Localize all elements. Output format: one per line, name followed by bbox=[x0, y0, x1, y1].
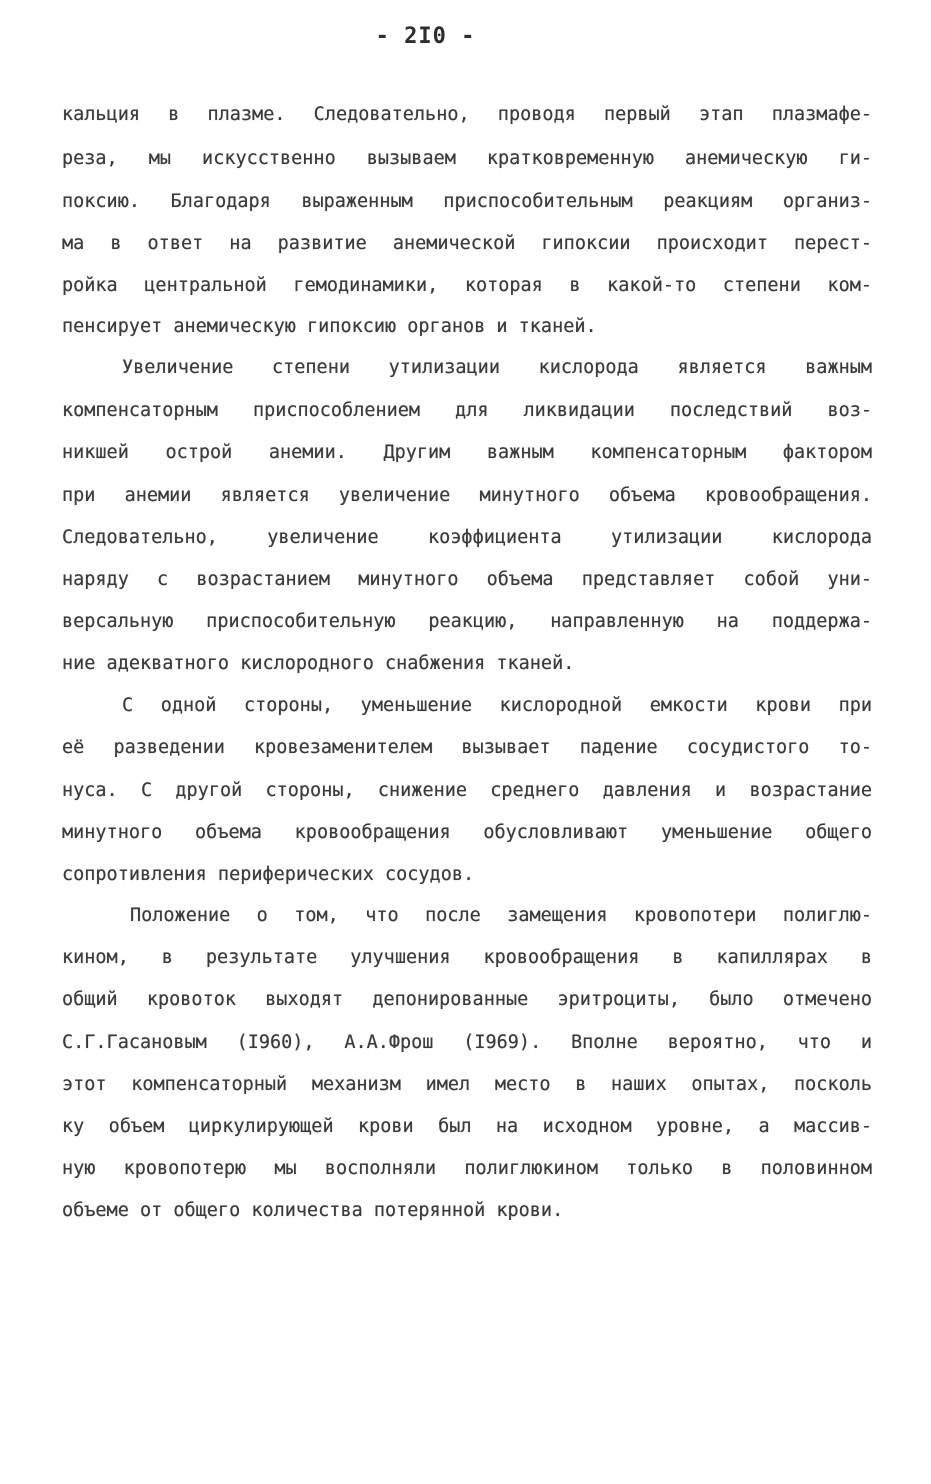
text-line: минутного объема кровообращения обусловливают уменьшение общего bbox=[62, 822, 872, 843]
text-line: кальция в плазме. Следовательно, проводя первый этап плазмафе- bbox=[62, 104, 872, 125]
text-line: нуса. С другой стороны, снижение среднего давления и возрастание bbox=[62, 780, 872, 801]
text-line: общий кровоток выходят депонированные эритроциты, было отмечено bbox=[62, 989, 872, 1010]
page-number: - 2I0 - bbox=[375, 24, 476, 49]
text-line: объеме от общего количества потерянной крови. bbox=[62, 1200, 564, 1221]
text-line: ройка центральной гемодинамики, которая в какой-то степени ком- bbox=[62, 275, 872, 296]
text-line: ную кровопотерю мы восполняли полиглюкином только в половинном bbox=[62, 1158, 872, 1179]
text-line: пенсирует анемическую гипоксию органов и тканей. bbox=[62, 316, 597, 337]
text-line: Следовательно, увеличение коэффициента утилизации кислорода bbox=[62, 527, 872, 548]
text-line: версальную приспособительную реакцию, направленную на поддержа- bbox=[62, 611, 872, 632]
text-line: при анемии является увеличение минутного объема кровообращения. bbox=[62, 485, 872, 506]
text-line: ма в ответ на развитие анемической гипоксии происходит перест- bbox=[62, 233, 872, 254]
paragraph-first-line: Увеличение степени утилизации кислорода является важным bbox=[122, 357, 872, 378]
text-line: поксию. Благодаря выраженным приспособительным реакциям организ- bbox=[62, 191, 872, 212]
text-line: кином, в результате улучшения кровообращения в капиллярах в bbox=[62, 947, 872, 968]
paragraph-first-line: Положение о том, что после замещения кровопотери полиглю- bbox=[130, 905, 872, 926]
text-line: ние адекватного кислородного снабжения тканей. bbox=[62, 653, 575, 674]
text-line: ку объем циркулирующей крови был на исходном уровне, а массив- bbox=[62, 1116, 872, 1137]
text-line: компенсаторным приспособлением для ликвидации последствий воз- bbox=[62, 400, 872, 421]
text-line: этот компенсаторный механизм имел место в наших опытах, посколь bbox=[62, 1074, 872, 1095]
text-line: никшей острой анемии. Другим важным компенсаторным фактором bbox=[62, 442, 872, 463]
text-line: С.Г.Гасановым (I960), А.А.Фрош (I969). Вполне вероятно, что и bbox=[62, 1032, 872, 1053]
text-line: наряду с возрастанием минутного объема представляет собой уни- bbox=[62, 569, 872, 590]
paragraph-first-line: С одной стороны, уменьшение кислородной емкости крови при bbox=[122, 695, 872, 716]
text-line: сопротивления периферических сосудов. bbox=[62, 864, 475, 885]
text-line: реза, мы искусственно вызываем кратковременную анемическую ги- bbox=[62, 148, 872, 169]
text-line: её разведении кровезаменителем вызывает падение сосудистого то- bbox=[62, 737, 872, 758]
